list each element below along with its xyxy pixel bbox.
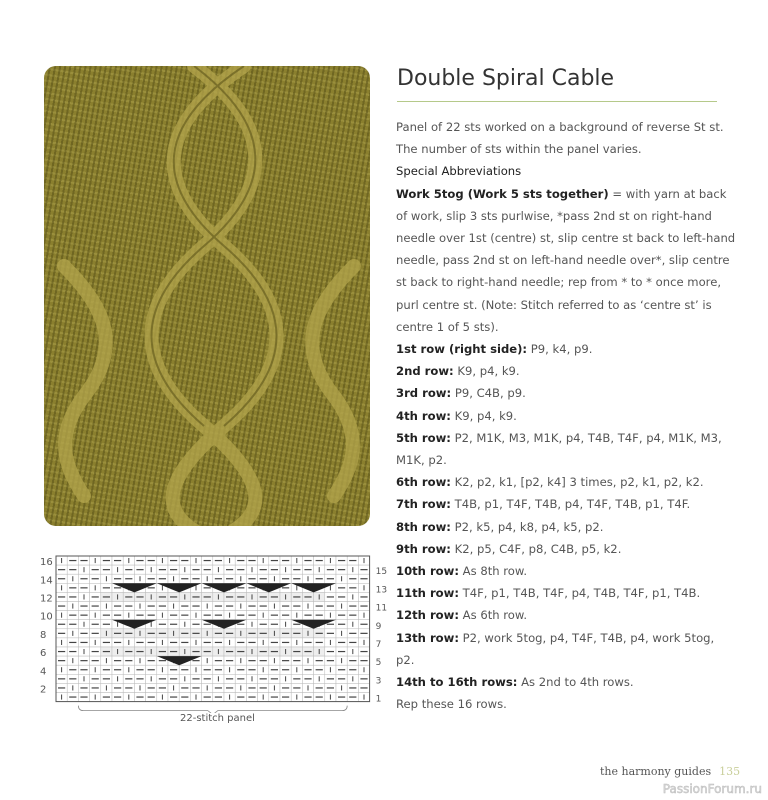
row-number-left: 16	[40, 557, 53, 569]
chart-caption: 22-stitch panel	[180, 713, 255, 724]
row-label: 5th row:	[396, 430, 451, 445]
row-label: 3rd row:	[396, 386, 452, 401]
row-instructions	[396, 338, 736, 693]
row-text: K9, p4, k9.	[450, 408, 517, 423]
row-number-right: 7	[375, 640, 382, 650]
row-number-right: 3	[375, 676, 382, 687]
watermark: PassionForum.ru	[662, 782, 762, 796]
pattern-title: Double Spiral Cable	[397, 66, 615, 91]
row-instruction	[396, 516, 736, 538]
abbreviation-text: = with yarn at back of work, slip 3 sts purlwise, *pass 2nd st on right-hand needle over 1st (centre) st, slip centre st back to left-hand needle, pass 2nd st on left-hand needle over*, slip centre st back to right-hand needle; rep from * to * once more, purl centre st. (Note: Stitch referred to as ‘centre st’ is centre 1 of 5 sts).	[396, 186, 736, 334]
title-divider	[397, 101, 717, 102]
row-number-left: 6	[40, 648, 47, 660]
book-series: the harmony guides	[600, 765, 712, 778]
page-footer	[600, 765, 740, 778]
row-text: T4F, p1, T4B, T4F, p4, T4B, T4F, p1, T4B.	[459, 586, 701, 601]
row-text: K2, p5, C4F, p8, C4B, p5, k2.	[450, 541, 622, 556]
row-text: P9, C4B, p9.	[451, 386, 526, 401]
row-instruction	[396, 493, 736, 515]
row-text: P2, work 5tog, p4, T4F, T4B, p4, work 5tog, p2.	[396, 630, 715, 667]
intro-line: The number of sts within the panel varies.	[396, 142, 642, 157]
row-text: As 8th row.	[459, 564, 528, 579]
row-instruction	[396, 604, 736, 626]
row-number-right: 13	[375, 585, 388, 596]
row-number-left: 4	[40, 666, 47, 678]
page-number: 135	[719, 765, 741, 778]
row-instruction	[396, 360, 736, 382]
row-label: 6th row:	[396, 475, 451, 490]
row-text: P2, M1K, M3, M1K, p4, T4B, T4F, p4, M1K, M3, M1K, p2.	[396, 430, 722, 468]
row-text: K2, p2, k1, [p2, k4] 3 times, p2, k1, p2, k2.	[450, 475, 704, 490]
row-number-right: 1	[375, 694, 382, 705]
row-number-left: 12	[40, 593, 53, 605]
row-instruction	[396, 627, 736, 671]
row-instruction	[396, 538, 736, 560]
row-label: 9th row:	[396, 541, 451, 556]
row-number-left: 8	[40, 629, 47, 641]
row-instruction	[396, 382, 736, 404]
row-number-right: 15	[375, 567, 388, 578]
row-text: As 2nd to 4th rows.	[517, 675, 634, 690]
row-instruction	[396, 582, 736, 604]
row-label: 13th row:	[396, 630, 459, 645]
row-number-right: 9	[375, 621, 382, 632]
row-instruction	[396, 405, 736, 427]
row-text: As 6th row.	[459, 608, 528, 623]
row-instruction	[396, 471, 736, 493]
row-instruction	[396, 671, 736, 693]
row-label: 4th row:	[396, 408, 451, 423]
row-label: 8th row:	[396, 519, 451, 534]
row-instruction	[396, 427, 736, 471]
panel-brace	[78, 706, 347, 713]
row-number-right: 5	[375, 658, 382, 669]
row-label: 2nd row:	[396, 364, 454, 379]
row-instruction	[396, 560, 736, 582]
row-number-left: 14	[40, 575, 53, 587]
row-label: 12th row:	[396, 608, 459, 623]
abbreviation-definition	[396, 183, 736, 338]
pattern-instructions	[396, 116, 736, 715]
row-text: K9, p4, k9.	[453, 364, 520, 379]
row-number-right: 11	[375, 603, 388, 614]
abbreviation-term: Work 5tog (Work 5 sts together)	[396, 186, 609, 201]
row-text: T4B, p1, T4F, T4B, p4, T4F, T4B, p1, T4F.	[450, 497, 691, 512]
knitting-chart	[36, 548, 396, 713]
row-label: 7th row:	[396, 497, 451, 512]
special-abbreviations-heading: Special Abbreviations	[396, 164, 522, 179]
cable-pattern-illustration	[44, 66, 370, 526]
row-label: 11th row:	[396, 586, 459, 601]
row-instruction	[396, 338, 736, 360]
row-label: 14th to 16th rows:	[396, 675, 518, 690]
row-text: P9, k4, p9.	[527, 342, 593, 357]
row-number-left: 10	[40, 611, 53, 623]
knitted-swatch-photo	[44, 66, 370, 526]
row-text: P2, k5, p4, k8, p4, k5, p2.	[450, 519, 604, 534]
row-label: 10th row:	[396, 564, 459, 579]
row-number-left: 2	[40, 684, 47, 696]
intro-line: Panel of 22 sts worked on a background of reverse St st.	[396, 120, 724, 134]
repeat-note: Rep these 16 rows.	[396, 697, 507, 712]
row-label: 1st row (right side):	[396, 342, 528, 357]
